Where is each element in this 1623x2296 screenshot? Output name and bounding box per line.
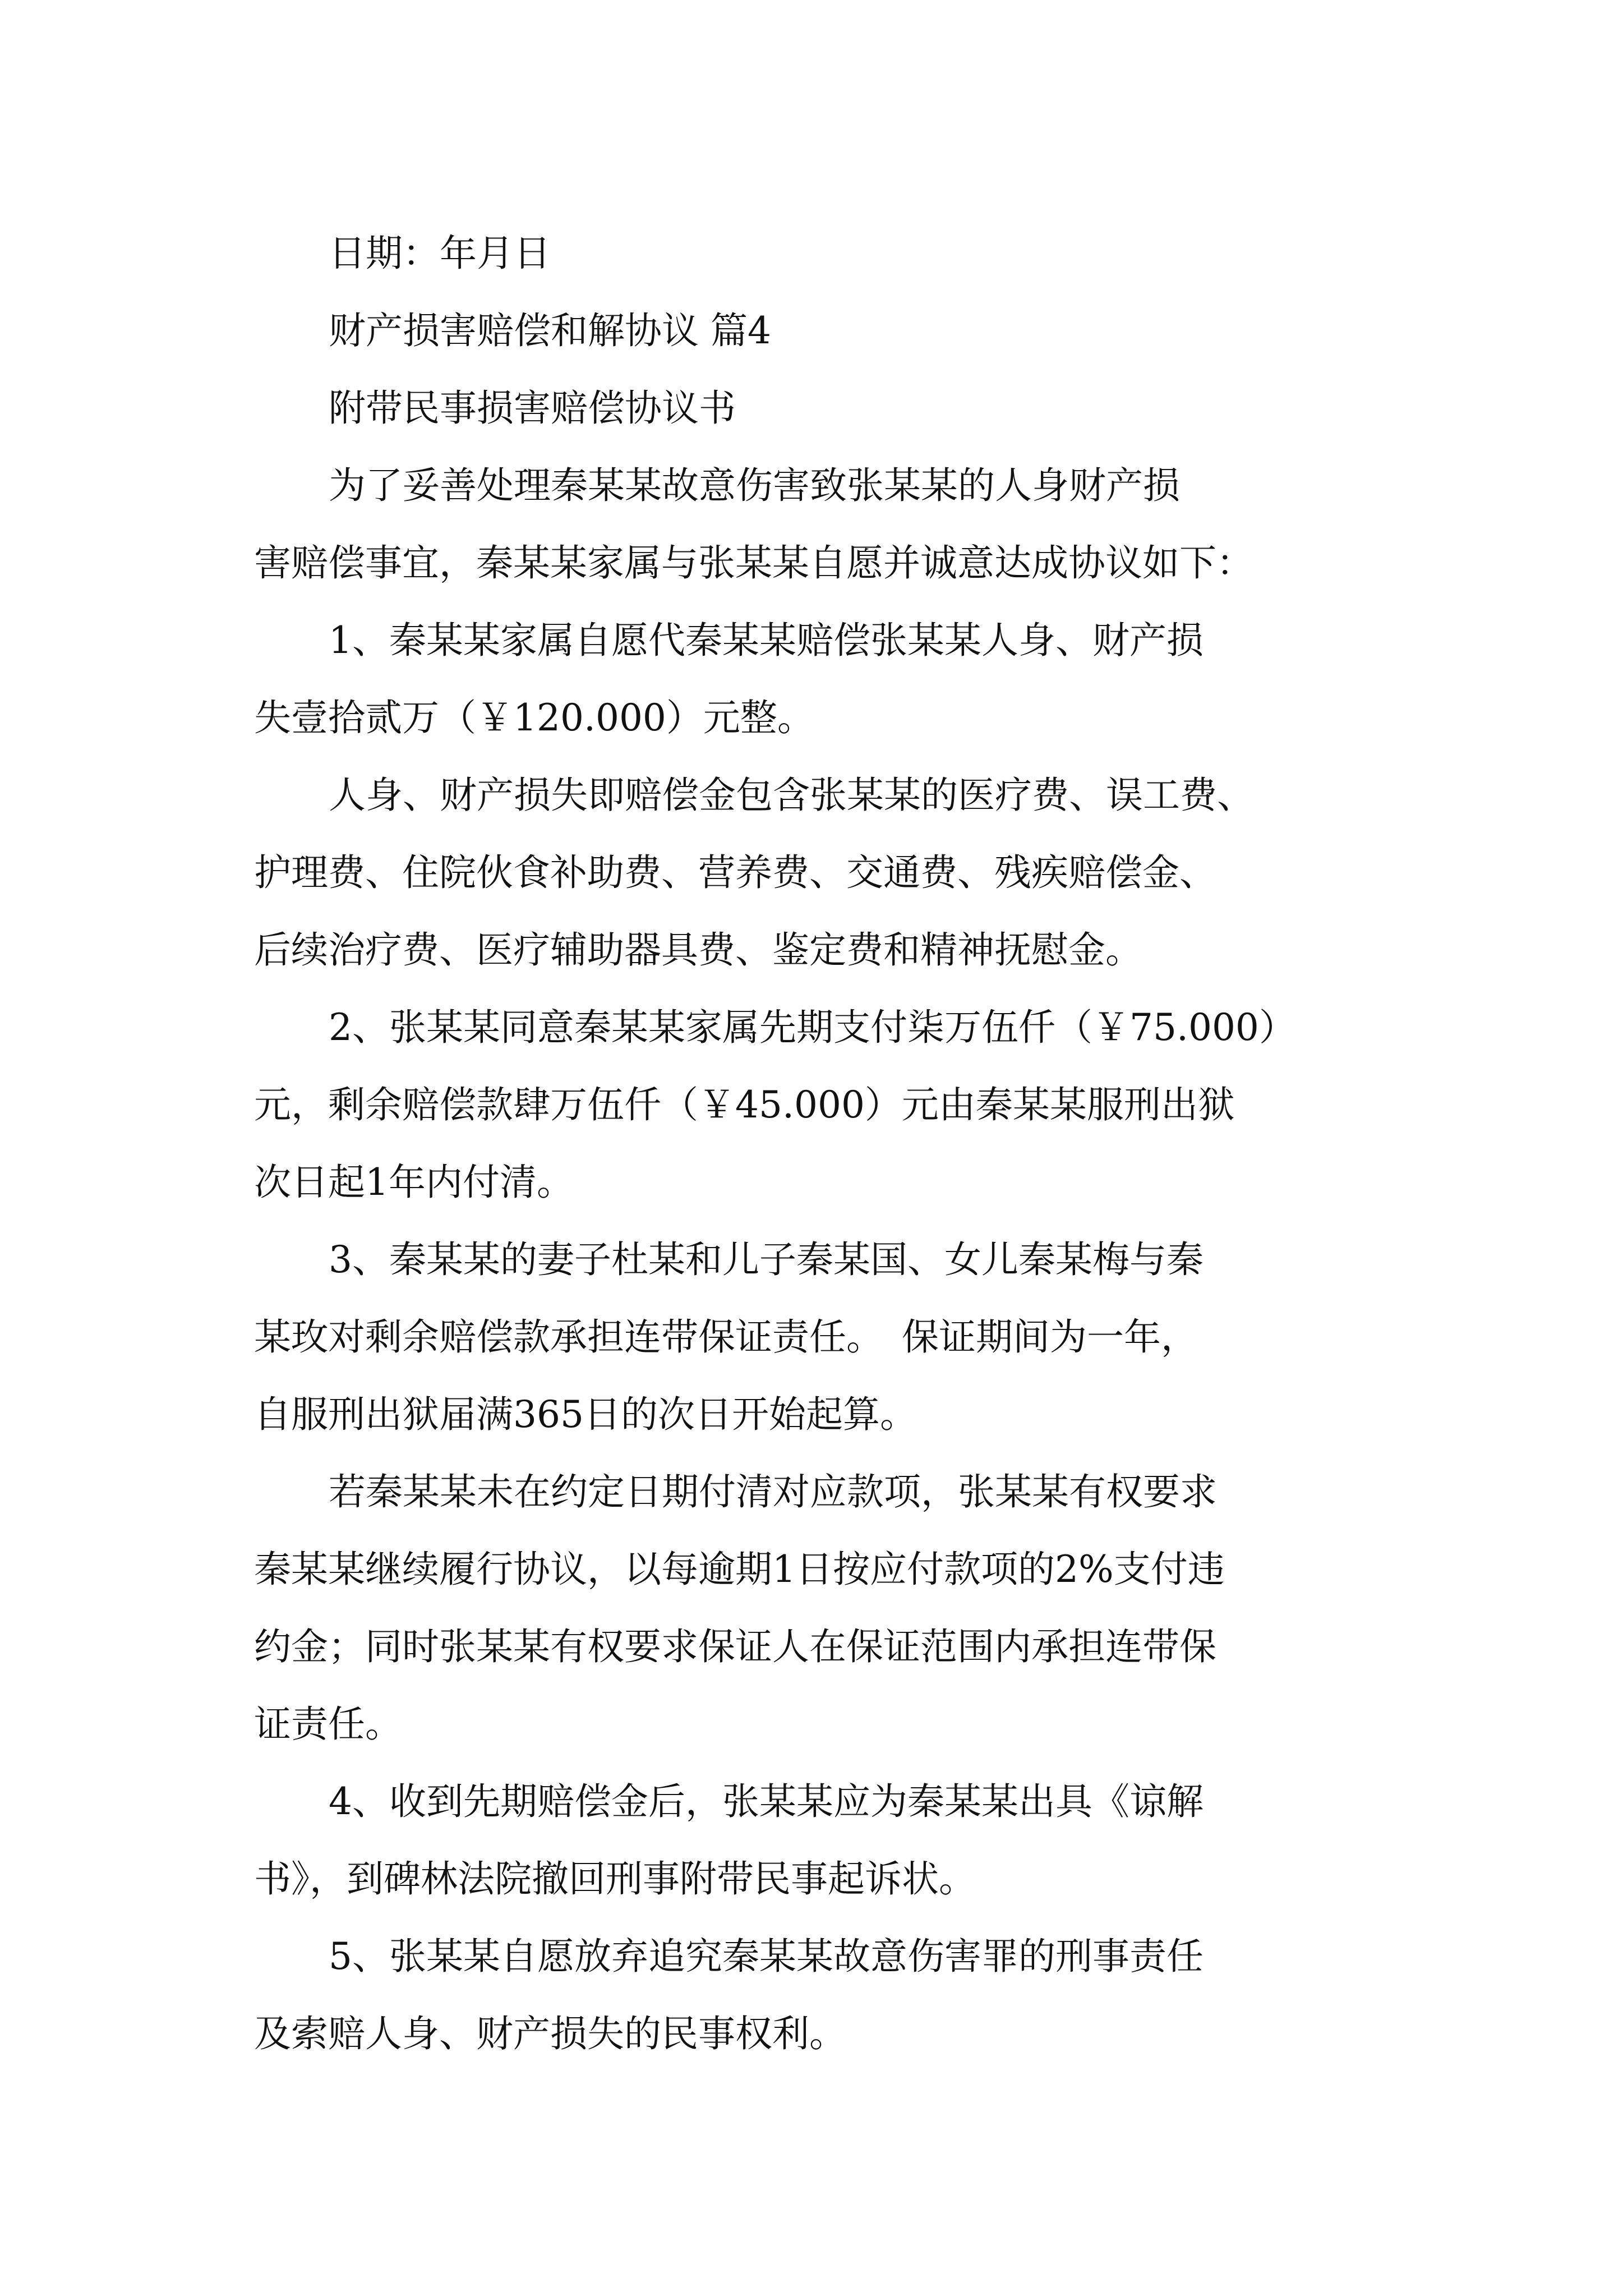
- section-heading: 财产损害赔偿和解协议 篇4: [329, 309, 771, 352]
- clause-1-line-1: 1、秦某某家属自愿代秦某某赔偿张某某人身、财产损: [329, 619, 1204, 662]
- default-clause-line-3: 约金；同时张某某有权要求保证人在保证范围内承担连带保: [254, 1625, 1216, 1668]
- clause-4-line-2: 书》，到碑林法院撤回刑事附带民事起诉状。: [254, 1857, 976, 1901]
- default-clause-line-1: 若秦某某未在约定日期付清对应款项，张某某有权要求: [329, 1470, 1217, 1513]
- intro-paragraph-line-1: 为了妥善处理秦某某故意伤害致张某某的人身财产损: [329, 464, 1180, 507]
- document-body: [254, 215, 1387, 2073]
- clause-3-line-1: 3、秦某某的妻子杜某和儿子秦某国、女儿秦某梅与秦: [329, 1238, 1204, 1281]
- clause-2-line-1: 2、张某某同意秦某某家属先期支付柒万伍仟（￥75.000）: [329, 1006, 1296, 1049]
- agreement-title: 附带民事损害赔偿协议书: [329, 386, 736, 430]
- clause-4-line-1: 4、收到先期赔偿金后，张某某应为秦某某出具《谅解: [329, 1780, 1204, 1823]
- clause-5-line-2: 及索赔人身、财产损失的民事权利。: [254, 2012, 846, 2055]
- clause-5-line-1: 5、张某某自愿放弃追究秦某某故意伤害罪的刑事责任: [329, 1935, 1204, 1978]
- clause-2-line-3: 次日起1年内付清。: [254, 1161, 574, 1204]
- compensation-scope-line-1: 人身、财产损失即赔偿金包含张某某的医疗费、误工费、: [329, 774, 1254, 817]
- compensation-scope-line-3: 后续治疗费、医疗辅助器具费、鉴定费和精神抚慰金。: [254, 928, 1142, 972]
- clause-3-line-3: 自服刑出狱届满365日的次日开始起算。: [254, 1393, 917, 1436]
- default-clause-line-2: 秦某某继续履行协议，以每逾期1日按应付款项的2%支付违: [254, 1548, 1225, 1591]
- default-clause-line-4: 证责任。: [254, 1703, 402, 1746]
- compensation-scope-line-2: 护理费、住院伙食补助费、营养费、交通费、残疾赔偿金、: [254, 851, 1216, 894]
- clause-1-line-2: 失壹拾贰万（￥120.000）元整。: [254, 696, 814, 739]
- clause-2-line-2: 元，剩余赔偿款肆万伍仟（￥45.000）元由秦某某服刑出狱: [254, 1083, 1235, 1126]
- clause-3-line-2: 某玫对剩余赔偿款承担连带保证责任。 保证期间为一年，: [254, 1315, 1198, 1359]
- date-line: 日期：年月日: [329, 232, 551, 275]
- intro-paragraph-line-2: 害赔偿事宜，秦某某家属与张某某自愿并诚意达成协议如下：: [254, 541, 1253, 585]
